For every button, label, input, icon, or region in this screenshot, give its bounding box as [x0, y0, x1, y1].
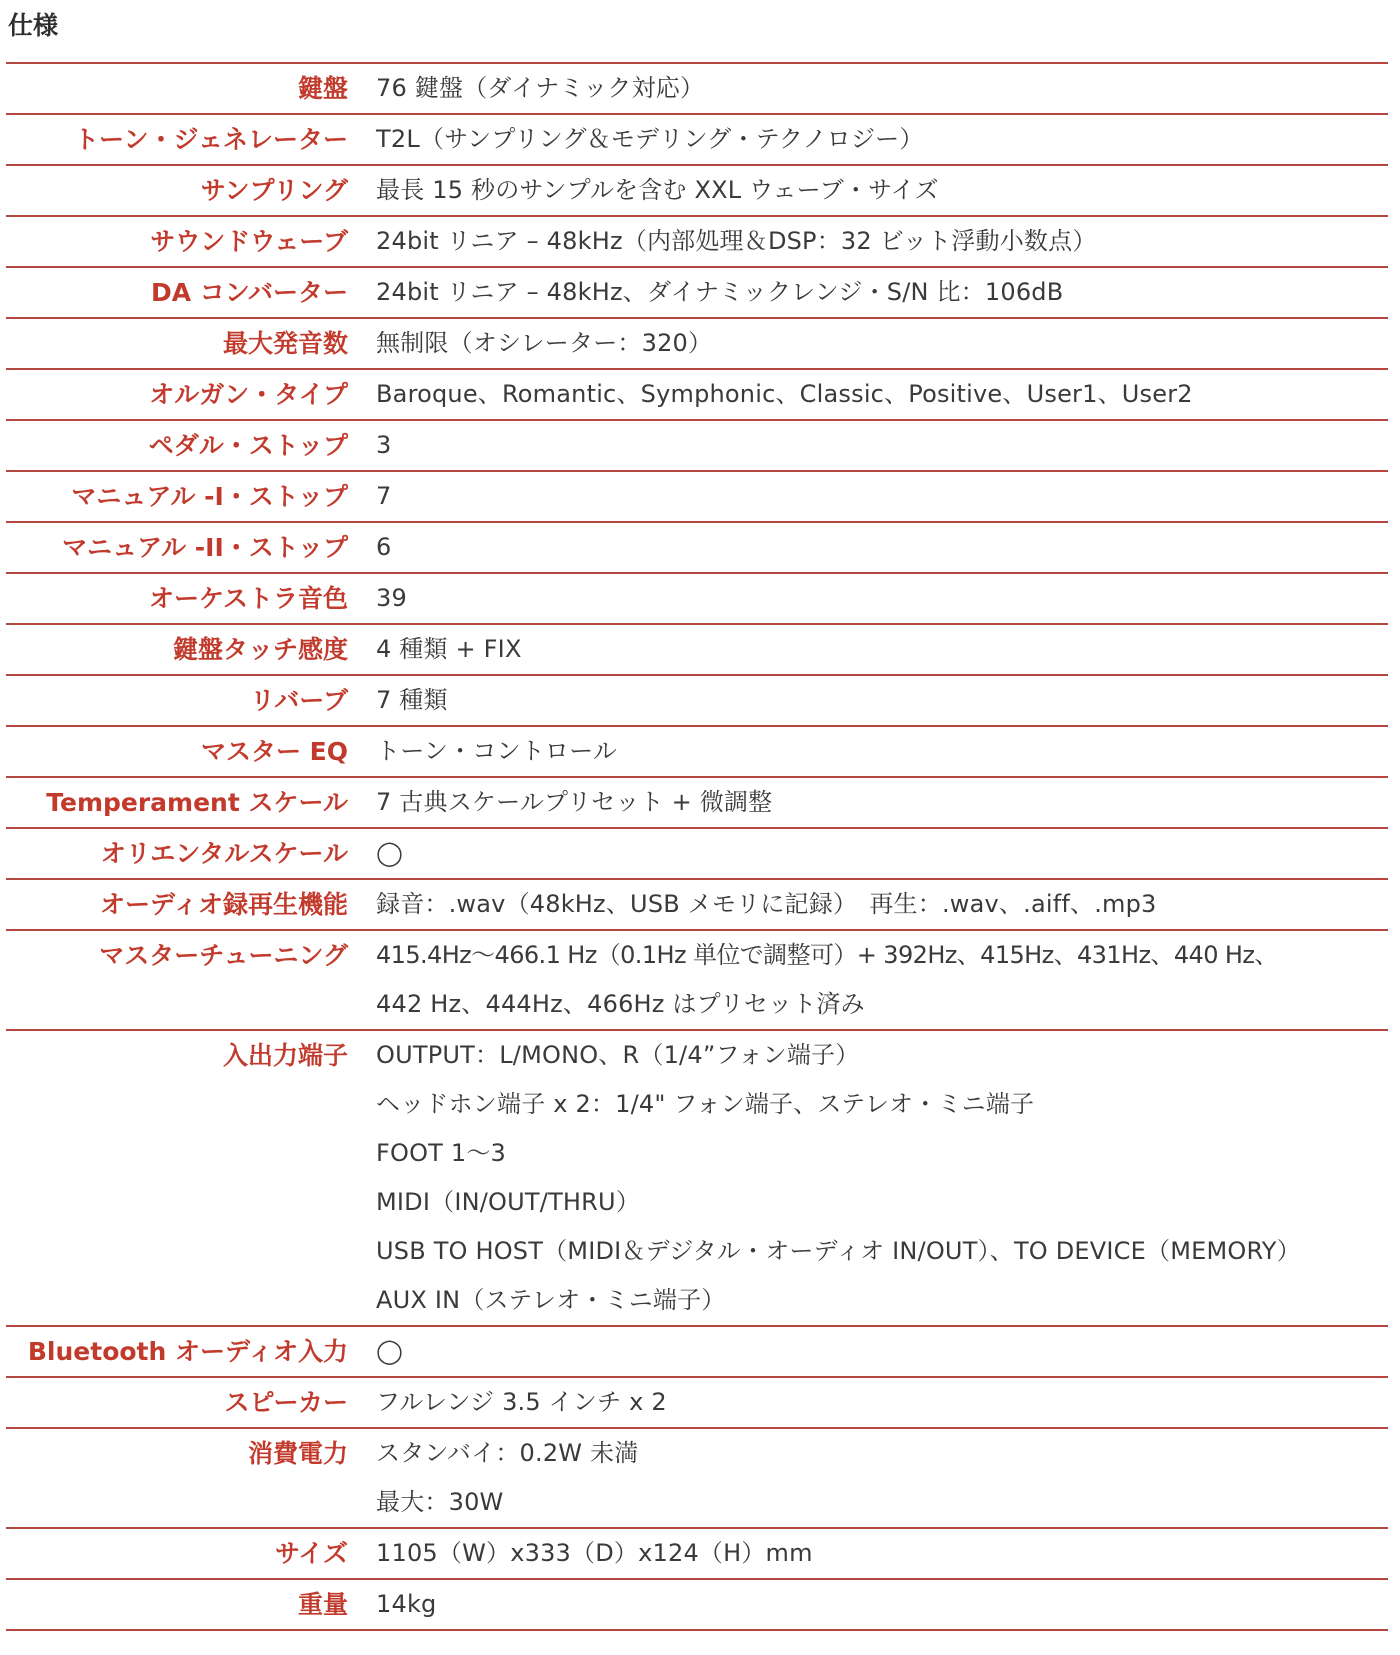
spec-value: ヘッドホン端子 x 2：1/4" フォン端子、ステレオ・ミニ端子	[376, 1090, 1035, 1118]
spec-value: ◯	[376, 1337, 404, 1365]
spec-row	[6, 1327, 1388, 1378]
spec-label: オルガン・タイプ	[149, 380, 348, 409]
spec-row	[6, 676, 1388, 727]
spec-value: 415.4Hz～466.1 Hz（0.1Hz 単位で調整可）+ 392Hz、415Hz、431Hz、440 Hz、	[376, 941, 1278, 969]
spec-label: マニュアル -I・ストップ	[71, 482, 348, 511]
spec-row	[6, 1529, 1388, 1580]
spec-row	[6, 778, 1388, 829]
spec-label: オーディオ録再生機能	[99, 890, 348, 919]
spec-value: 7 古典スケールプリセット + 微調整	[376, 788, 773, 816]
spec-value: FOOT 1～3	[376, 1139, 507, 1167]
spec-row	[6, 829, 1388, 880]
spec-label: 鍵盤タッチ感度	[172, 635, 348, 664]
spec-label: DA コンバーター	[150, 278, 348, 307]
spec-value: 7 種類	[376, 686, 448, 714]
spec-values	[348, 1580, 1388, 1629]
spec-values	[348, 1327, 1388, 1376]
spec-values	[348, 1429, 1388, 1527]
spec-value: 442 Hz、444Hz、466Hz はプリセット済み	[376, 990, 865, 1018]
spec-value: USB TO HOST（MIDI＆デジタル・オーディオ IN/OUT）、TO DEVICE（MEMORY）	[376, 1237, 1301, 1265]
spec-values	[348, 880, 1388, 929]
spec-row	[6, 574, 1388, 625]
spec-row	[6, 319, 1388, 370]
spec-values	[348, 268, 1388, 317]
spec-values	[348, 523, 1388, 572]
spec-value: 最大：30W	[376, 1488, 504, 1516]
spec-label: サイズ	[274, 1539, 348, 1568]
spec-row	[6, 625, 1388, 676]
spec-values	[348, 1529, 1388, 1578]
spec-label: 最大発音数	[222, 329, 348, 358]
spec-value: AUX IN（ステレオ・ミニ端子）	[376, 1286, 726, 1314]
spec-value: 無制限（オシレーター：320）	[376, 329, 713, 357]
spec-label: スピーカー	[224, 1388, 348, 1417]
spec-value: スタンバイ：0.2W 未満	[376, 1439, 639, 1467]
spec-values	[348, 370, 1388, 419]
spec-row	[6, 931, 1388, 1031]
spec-row	[6, 727, 1388, 778]
spec-label: リバーブ	[249, 686, 348, 715]
spec-values	[348, 217, 1388, 266]
spec-label: ペダル・ストップ	[148, 431, 348, 460]
spec-label: サウンドウェーブ	[150, 227, 348, 256]
spec-row	[6, 472, 1388, 523]
spec-row	[6, 166, 1388, 217]
spec-value: フルレンジ 3.5 インチ x 2	[376, 1388, 667, 1416]
spec-label: 重量	[297, 1590, 348, 1619]
spec-row	[6, 370, 1388, 421]
spec-value: 1105（W）x333（D）x124（H）mm	[376, 1539, 813, 1567]
spec-value: ◯	[376, 839, 404, 867]
spec-row	[6, 1031, 1388, 1327]
spec-value: トーン・コントロール	[376, 737, 618, 765]
spec-row	[6, 268, 1388, 319]
spec-row	[6, 217, 1388, 268]
spec-values	[348, 421, 1388, 470]
spec-label: 鍵盤	[297, 74, 348, 103]
spec-table	[6, 62, 1388, 1631]
spec-label: オリエンタルスケール	[100, 839, 348, 868]
spec-value: T2L（サンプリング＆モデリング・テクノロジー）	[376, 125, 924, 153]
spec-values	[348, 115, 1388, 164]
spec-row	[6, 115, 1388, 166]
page-title: 仕様	[8, 11, 59, 40]
spec-values	[348, 676, 1388, 725]
spec-values	[348, 472, 1388, 521]
spec-value: Baroque、Romantic、Symphonic、Classic、Positive、User1、User2	[376, 380, 1193, 408]
spec-values	[348, 778, 1388, 827]
spec-values	[348, 829, 1388, 878]
spec-label: 入出力端子	[222, 1041, 348, 1070]
spec-label: マスターチューニング	[99, 941, 348, 970]
spec-value: 24bit リニア – 48kHz（内部処理＆DSP：32 ビット浮動小数点）	[376, 227, 1097, 255]
spec-values	[348, 1378, 1388, 1427]
spec-values	[348, 1031, 1388, 1325]
spec-value: MIDI（IN/OUT/THRU）	[376, 1188, 641, 1216]
spec-label: マスター EQ	[200, 737, 348, 766]
spec-value: 76 鍵盤（ダイナミック対応）	[376, 74, 705, 102]
spec-values	[348, 931, 1388, 1029]
spec-row	[6, 1429, 1388, 1529]
spec-values	[348, 319, 1388, 368]
spec-values	[348, 625, 1388, 674]
spec-row	[6, 421, 1388, 472]
spec-value: 録音：.wav（48kHz、USB メモリに記録） 再生：.wav、.aiff、.mp3	[376, 890, 1157, 918]
spec-value: 6	[376, 533, 392, 561]
spec-value: 7	[376, 482, 392, 510]
spec-value: 24bit リニア – 48kHz、ダイナミックレンジ・S/N 比：106dB	[376, 278, 1064, 306]
spec-label: 消費電力	[247, 1439, 348, 1468]
spec-value: 最長 15 秒のサンプルを含む XXL ウェーブ・サイズ	[376, 176, 939, 204]
spec-row	[6, 1378, 1388, 1429]
spec-label: Temperament スケール	[46, 788, 348, 817]
spec-label: Bluetooth オーディオ入力	[27, 1337, 348, 1366]
spec-value: 39	[376, 584, 407, 612]
spec-label: オーケストラ音色	[148, 584, 348, 613]
spec-row	[6, 880, 1388, 931]
spec-value: OUTPUT：L/MONO、R（1/4”フォン端子）	[376, 1041, 860, 1069]
spec-row	[6, 1580, 1388, 1631]
spec-label: トーン・ジェネレーター	[73, 125, 348, 154]
spec-values	[348, 727, 1388, 776]
spec-value: 14kg	[376, 1590, 437, 1618]
spec-values	[348, 64, 1388, 113]
spec-values	[348, 166, 1388, 215]
spec-label: マニュアル -II・ストップ	[62, 533, 348, 562]
spec-row	[6, 523, 1388, 574]
spec-value: 3	[376, 431, 392, 459]
spec-value: 4 種類 + FIX	[376, 635, 522, 663]
spec-values	[348, 574, 1388, 623]
spec-label: サンプリング	[200, 176, 348, 205]
spec-row	[6, 64, 1388, 115]
